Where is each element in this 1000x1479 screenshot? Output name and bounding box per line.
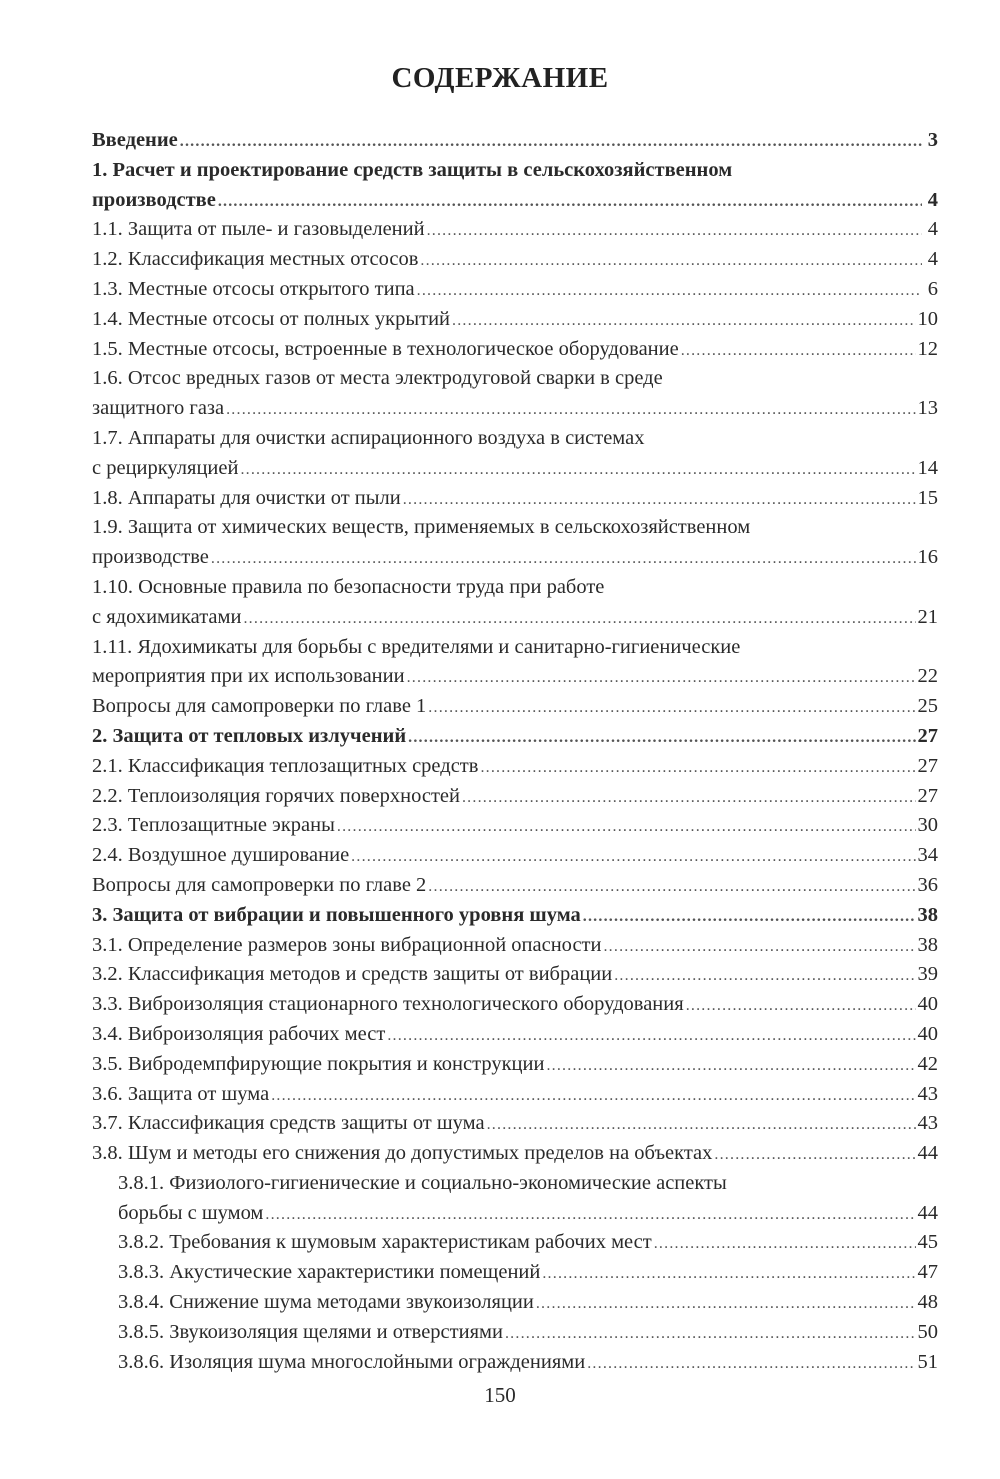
toc-entry — [92, 1318, 938, 1348]
toc-entry — [92, 1080, 938, 1110]
toc-entry — [92, 901, 938, 931]
toc-entry-page: 13 — [917, 397, 938, 420]
toc-entry — [92, 1139, 938, 1169]
toc-entry-page: 39 — [917, 963, 938, 986]
toc-entry — [92, 960, 938, 990]
dot-leader — [218, 187, 922, 217]
toc-entry-page: 36 — [917, 873, 938, 896]
toc-entry-title: 3.1. Определение размеров зоны вибрационной опасности — [92, 933, 602, 956]
toc-entry-title: 1.1. Защита от пыле- и газовыделений — [92, 218, 425, 241]
toc-entry-title: 1.9. Защита от химических веществ, применяемых в сельскохозяйственном — [92, 516, 751, 539]
dot-leader — [211, 544, 916, 574]
toc-entry-title: Вопросы для самопроверки по главе 1 — [92, 695, 427, 718]
toc-entry-title: Вопросы для самопроверки по главе 2 — [92, 873, 427, 896]
toc-entry-title: 3.7. Классификация средств защиты от шума — [92, 1112, 485, 1135]
toc-entry — [92, 543, 938, 573]
toc-entry — [92, 156, 938, 186]
dot-leader — [654, 1229, 916, 1259]
dot-leader — [505, 1319, 916, 1349]
toc-entry-title: 2.4. Воздушное душирование — [92, 844, 350, 867]
dot-leader — [243, 604, 915, 634]
toc-entry-title: 3.8.6. Изоляция шума многослойными ограждениями — [118, 1350, 586, 1373]
dot-leader — [427, 216, 922, 246]
toc-entry-title: 1.3. Местные отсосы открытого типа — [92, 277, 415, 300]
dot-leader — [428, 693, 915, 723]
toc-entry-title: 3. Защита от вибрации и повышенного уровня шума — [92, 903, 581, 926]
dot-leader — [462, 783, 916, 813]
toc-entry-page: 14 — [917, 456, 938, 479]
toc-entry — [92, 633, 938, 663]
toc-entry-page: 43 — [917, 1112, 938, 1135]
dot-leader — [542, 1259, 915, 1289]
toc-entry-title: 1.5. Местные отсосы, встроенные в технологическое оборудование — [92, 337, 679, 360]
toc-entry — [92, 305, 938, 335]
table-of-contents — [92, 126, 938, 1377]
toc-entry-page: 27 — [917, 724, 938, 747]
toc-entry — [92, 1288, 938, 1318]
toc-entry-page: 30 — [917, 814, 938, 837]
dot-leader — [681, 336, 916, 366]
toc-entry-title: мероприятия при их использовании — [92, 665, 405, 688]
toc-entry — [92, 186, 938, 216]
dot-leader — [583, 902, 916, 932]
dot-leader — [587, 1349, 915, 1379]
toc-entry-title: 3.8.4. Снижение шума методами звукоизоляции — [118, 1291, 534, 1314]
page-number: 150 — [484, 1383, 516, 1407]
toc-entry-page: 22 — [917, 665, 938, 688]
toc-entry — [92, 424, 938, 454]
toc-entry-page: 27 — [917, 784, 938, 807]
dot-leader — [452, 306, 915, 336]
toc-entry-title: 1.6. Отсос вредных газов от места электродуговой сварки в среде — [92, 367, 663, 390]
toc-entry-title: 1.4. Местные отсосы от полных укрытий — [92, 307, 451, 330]
toc-entry-page: 34 — [917, 844, 938, 867]
toc-entry — [92, 752, 938, 782]
toc-entry — [92, 126, 938, 156]
toc-entry-page: 38 — [917, 903, 938, 926]
toc-entry-page: 40 — [917, 993, 938, 1016]
toc-entry — [92, 662, 938, 692]
toc-entry — [92, 1348, 938, 1378]
toc-entry-title: 1. Расчет и проектирование средств защиты в сельскохозяйственном — [92, 158, 733, 181]
toc-entry — [92, 364, 938, 394]
toc-entry-page: 43 — [917, 1082, 938, 1105]
toc-entry-page: 40 — [917, 1022, 938, 1045]
dot-leader — [387, 1021, 915, 1051]
dot-leader — [420, 246, 922, 276]
toc-entry-title: 2.1. Классификация теплозащитных средств — [92, 754, 479, 777]
toc-entry-title: 1.8. Аппараты для очистки от пыли — [92, 486, 401, 509]
toc-entry-title: производстве — [92, 188, 216, 211]
toc-entry-title: защитного газа — [92, 397, 225, 420]
toc-entry — [92, 990, 938, 1020]
toc-entry-page: 4 — [927, 218, 938, 241]
toc-entry-title: Введение — [92, 129, 178, 151]
toc-entry-page: 10 — [917, 307, 938, 330]
toc-entry-title: 3.8. Шум и методы его снижения до допустимых пределов на объектах — [92, 1142, 713, 1165]
toc-entry-page: 38 — [917, 933, 938, 956]
toc-entry-title: 1.2. Классификация местных отсосов — [92, 248, 419, 271]
dot-leader — [603, 932, 915, 962]
toc-entry-page: 47 — [917, 1261, 938, 1284]
toc-entry — [92, 484, 938, 514]
toc-entry — [92, 603, 938, 633]
dot-leader — [226, 395, 915, 425]
toc-entry-page: 12 — [917, 337, 938, 360]
toc-entry — [92, 1020, 938, 1050]
toc-entry — [92, 245, 938, 275]
toc-entry — [92, 1109, 938, 1139]
toc-entry — [92, 931, 938, 961]
toc-entry-title: с рециркуляцией — [92, 456, 239, 479]
toc-entry-page: 44 — [917, 1142, 938, 1165]
toc-entry — [92, 215, 938, 245]
toc-entry-title: 2.3. Теплозащитные экраны — [92, 814, 335, 837]
toc-entry-title: 3.2. Классификация методов и средств защиты от вибрации — [92, 963, 613, 986]
toc-entry-title: 1.11. Ядохимикаты для борьбы с вредителями и санитарно-гигиенические — [92, 635, 741, 658]
toc-entry-page: 21 — [917, 605, 938, 628]
toc-entry — [92, 394, 938, 424]
toc-entry-page: 4 — [927, 248, 938, 271]
toc-entry-page: 3 — [927, 129, 938, 151]
dot-leader — [428, 872, 915, 902]
dot-leader — [417, 276, 922, 306]
toc-entry-title: 3.8.3. Акустические характеристики помещений — [118, 1261, 541, 1284]
page-title: СОДЕРЖАНИЕ — [391, 62, 609, 94]
dot-leader — [403, 485, 916, 515]
dot-leader — [408, 723, 915, 753]
toc-entry — [92, 513, 938, 543]
toc-entry-title: 3.4. Виброизоляция рабочих мест — [92, 1022, 386, 1045]
dot-leader — [407, 663, 916, 693]
toc-entry — [92, 573, 938, 603]
toc-entry — [92, 454, 938, 484]
toc-entry-page: 48 — [917, 1291, 938, 1314]
dot-leader — [351, 842, 915, 872]
toc-entry-title: борьбы с шумом — [118, 1201, 264, 1224]
toc-entry — [92, 782, 938, 812]
toc-entry-title: 2. Защита от тепловых излучений — [92, 724, 407, 747]
toc-entry-title: 3.6. Защита от шума — [92, 1082, 270, 1105]
dot-leader — [180, 127, 922, 157]
toc-entry-page: 45 — [917, 1231, 938, 1254]
dot-leader — [686, 991, 916, 1021]
toc-entry-title: 1.10. Основные правила по безопасности труда при работе — [92, 575, 605, 598]
toc-entry — [92, 811, 938, 841]
dot-leader — [337, 812, 916, 842]
toc-entry-page: 44 — [917, 1201, 938, 1224]
dot-leader — [271, 1081, 915, 1111]
toc-entry-page: 25 — [917, 695, 938, 718]
toc-entry — [92, 1169, 938, 1199]
dot-leader — [536, 1289, 916, 1319]
toc-entry — [92, 841, 938, 871]
dot-leader — [240, 455, 915, 485]
toc-entry-title: с ядохимикатами — [92, 605, 242, 628]
toc-entry — [92, 1228, 938, 1258]
toc-entry-title: 3.8.1. Физиолого-гигиенические и социально-экономические аспекты — [118, 1171, 727, 1194]
dot-leader — [265, 1200, 915, 1230]
toc-entry-page: 50 — [917, 1320, 938, 1343]
dot-leader — [714, 1140, 915, 1170]
toc-entry — [92, 1199, 938, 1229]
toc-entry-title: 2.2. Теплоизоляция горячих поверхностей — [92, 784, 460, 807]
toc-entry — [92, 871, 938, 901]
toc-entry-page: 51 — [917, 1350, 938, 1373]
toc-entry — [92, 1258, 938, 1288]
toc-entry — [92, 275, 938, 305]
toc-entry-title: 3.8.2. Требования к шумовым характеристикам рабочих мест — [118, 1231, 652, 1254]
toc-entry-page: 42 — [917, 1052, 938, 1075]
toc-entry — [92, 722, 938, 752]
dot-leader — [487, 1110, 916, 1140]
dot-leader — [480, 753, 915, 783]
dot-leader — [546, 1051, 915, 1081]
toc-entry — [92, 692, 938, 722]
toc-entry-title: 1.7. Аппараты для очистки аспирационного воздуха в системах — [92, 426, 645, 449]
toc-entry-page: 27 — [917, 754, 938, 777]
toc-entry-title: 3.8.5. Звукоизоляция щелями и отверстиями — [118, 1320, 503, 1343]
toc-entry-page: 15 — [917, 486, 938, 509]
toc-entry-page: 6 — [927, 277, 938, 300]
toc-entry-page: 4 — [927, 188, 938, 211]
toc-entry-title: 3.3. Виброизоляция стационарного технологического оборудования — [92, 993, 684, 1016]
toc-entry-title: производстве — [92, 546, 209, 569]
toc-entry-page: 16 — [917, 546, 938, 569]
dot-leader — [614, 961, 915, 991]
toc-entry-title: 3.5. Вибродемпфирующие покрытия и конструкции — [92, 1052, 545, 1075]
toc-entry — [92, 335, 938, 365]
toc-entry — [92, 1050, 938, 1080]
